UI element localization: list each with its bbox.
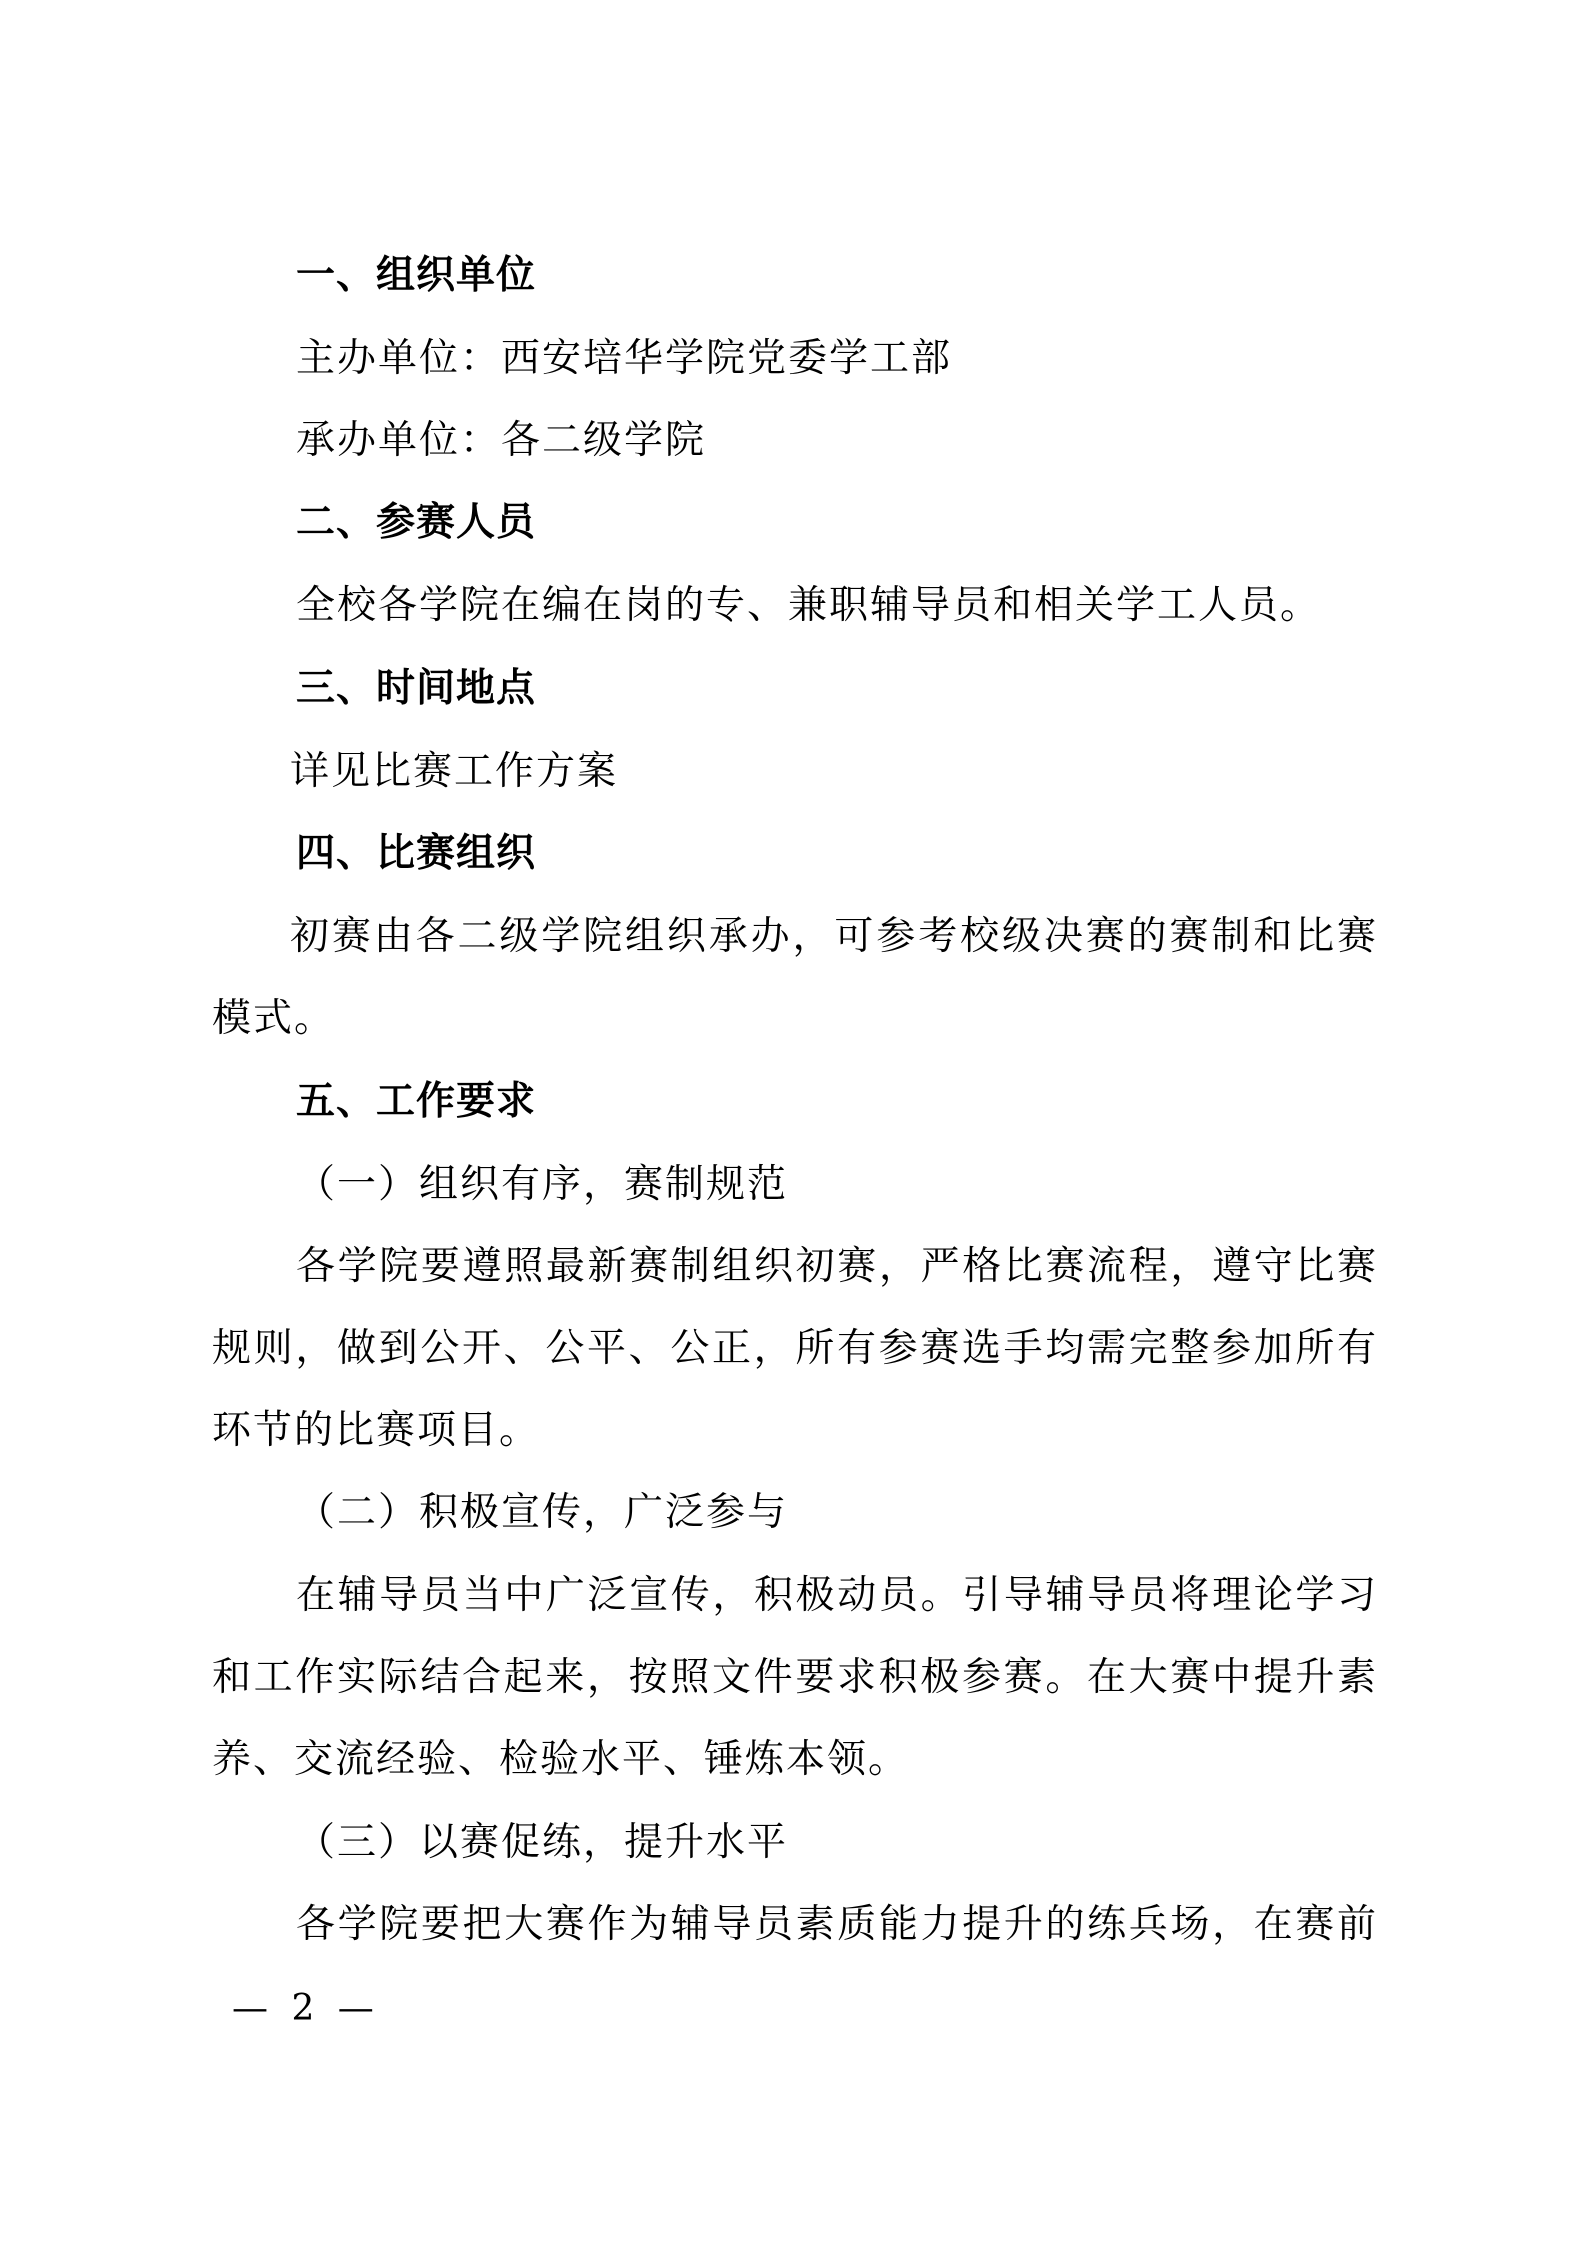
paragraph-line: 各学院要遵照最新赛制组织初赛，严格比赛流程，遵守比赛 [296, 1244, 1378, 1289]
paragraph-line: 养、交流经验、检验水平、锤炼本领。 [212, 1737, 910, 1782]
organizer-unit-text: 承办单位：各二级学院 [296, 418, 707, 463]
paragraph-line: 模式。 [212, 996, 336, 1041]
paragraph-line: 初赛由各二级学院组织承办，可参考校级决赛的赛制和比赛 [290, 914, 1378, 959]
paragraph-line: 和工作实际结合起来，按照文件要求积极参赛。在大赛中提升素 [212, 1655, 1378, 1700]
paragraph-line: 在辅导员当中广泛宣传，积极动员。引导辅导员将理论学习 [296, 1573, 1378, 1618]
section-heading-competition: 四、比赛组织 [296, 831, 537, 876]
host-unit-text: 主办单位：西安培华学院党委学工部 [296, 336, 953, 381]
paragraph-line: 环节的比赛项目。 [212, 1408, 541, 1453]
subsection-title: （三）以赛促练，提升水平 [296, 1820, 789, 1865]
time-place-text: 详见比赛工作方案 [290, 749, 619, 794]
section-heading-participants: 二、参赛人员 [296, 500, 537, 545]
section-heading-organization: 一、组织单位 [296, 253, 537, 298]
paragraph-line: 各学院要把大赛作为辅导员素质能力提升的练兵场，在赛前 [296, 1902, 1378, 1947]
section-heading-time-place: 三、时间地点 [296, 666, 537, 711]
participants-text: 全校各学院在编在岗的专、兼职辅导员和相关学工人员。 [296, 583, 1322, 628]
section-heading-requirements: 五、工作要求 [296, 1079, 537, 1124]
paragraph-line: 规则，做到公开、公平、公正，所有参赛选手均需完整参加所有 [212, 1326, 1378, 1371]
subsection-title: （一）组织有序，赛制规范 [296, 1162, 789, 1207]
subsection-title: （二）积极宣传，广泛参与 [296, 1490, 789, 1535]
page-number: — 2 — [232, 1988, 380, 2029]
